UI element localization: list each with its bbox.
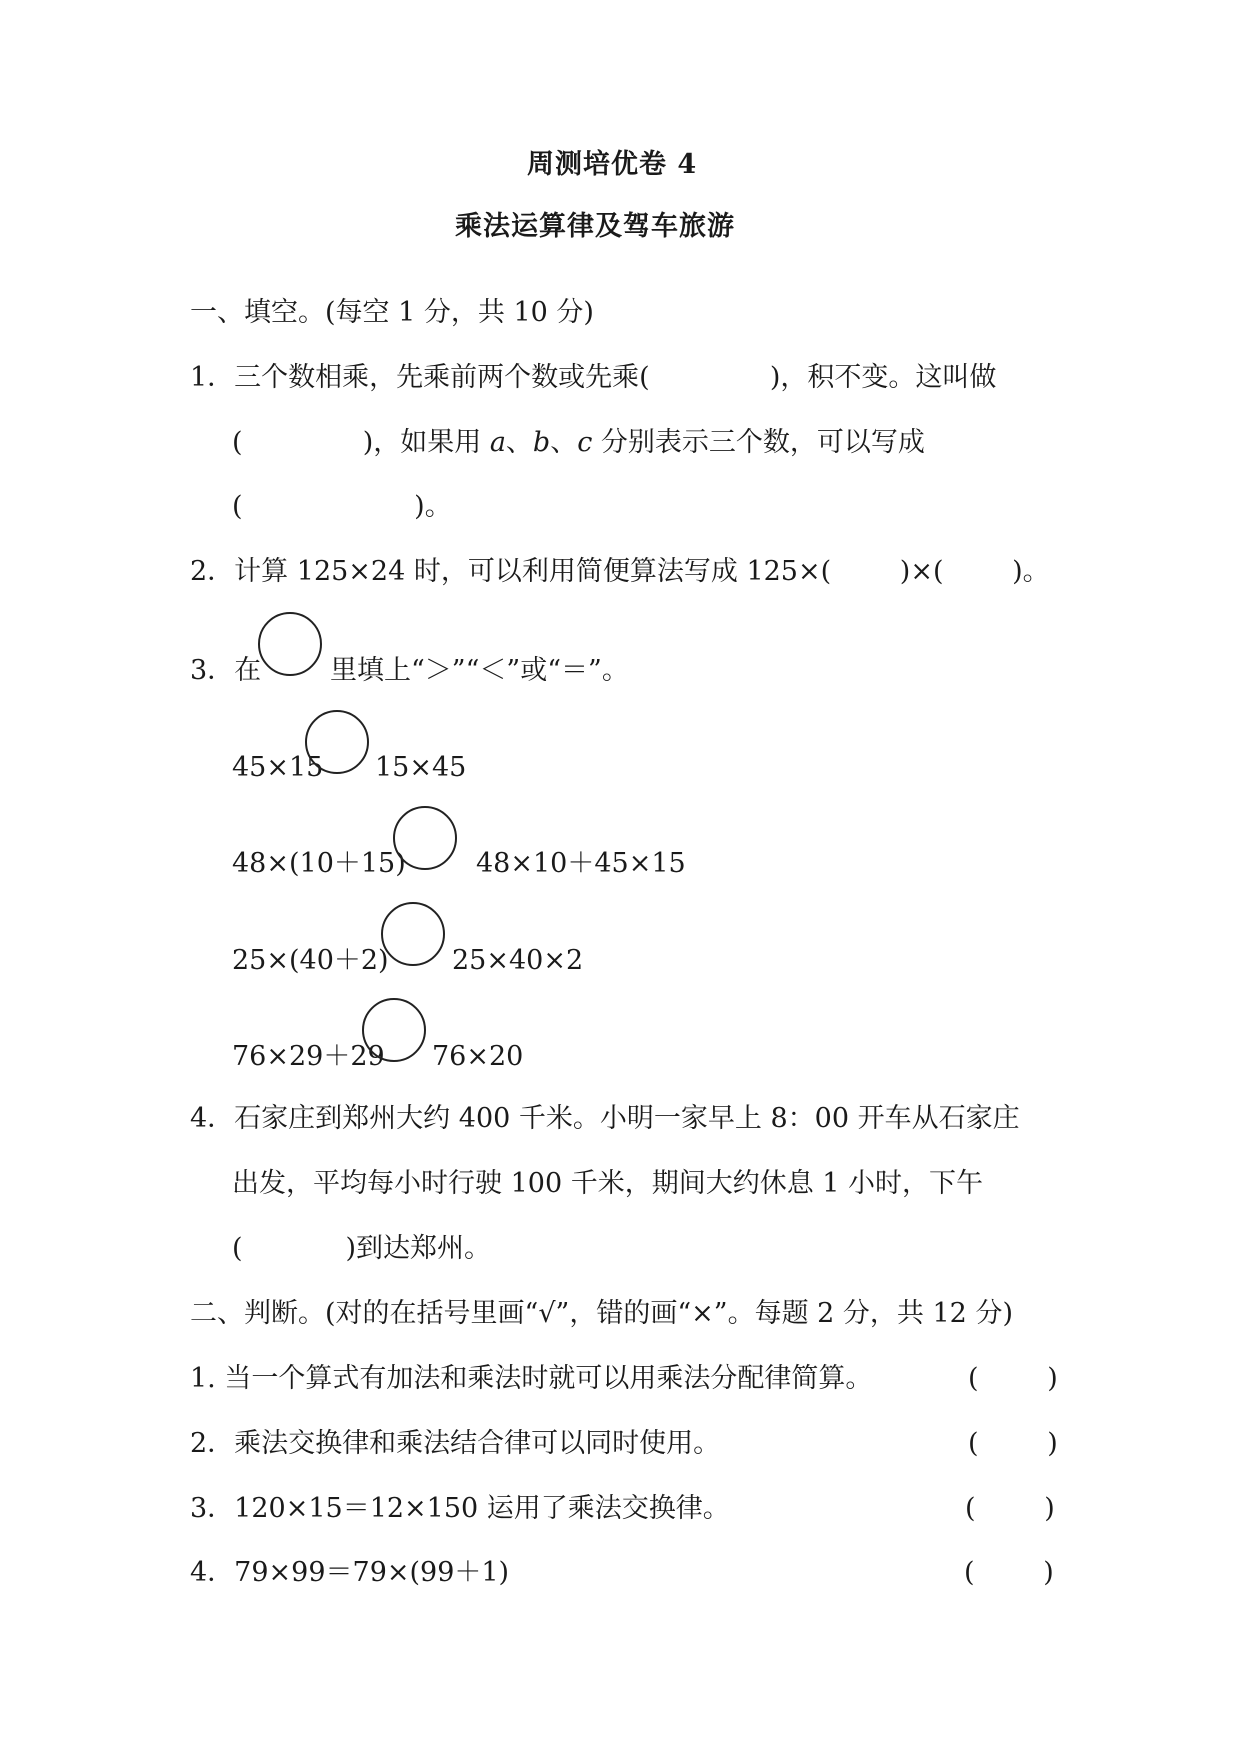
q3-row1-left: 45×15 [232, 752, 324, 783]
q1-sep1: 、 [505, 427, 533, 458]
page-title: 周测培优卷 4 [527, 149, 698, 180]
q3-row2-right: 48×10＋45×15 [476, 848, 686, 879]
q3-row3-right: 25×40×2 [452, 945, 584, 976]
q1-line2-b: 分别表示三个数，可以写成 [592, 427, 925, 458]
q3-row2-answer-circle[interactable] [393, 806, 457, 870]
judge-item-2-answer[interactable]: ( ) [968, 1428, 1058, 1459]
q3-row4-left: 76×29＋29 [232, 1041, 385, 1072]
judge-item-1-text: 1. 当一个算式有加法和乘法时就可以用乘法分配律简算。 [190, 1363, 873, 1394]
q1-line3: ( )。 [232, 491, 452, 522]
q2-line: 2．计算 125×24 时，可以利用简便算法写成 125×( )×( )。 [190, 556, 1050, 587]
q3-row1-answer-circle[interactable] [305, 710, 369, 774]
q3-row2-left: 48×(10＋15) [232, 848, 406, 879]
section1-heading: 一、填空。(每空 1 分，共 10 分) [190, 297, 594, 328]
judge-item-1-answer[interactable]: ( ) [968, 1363, 1058, 1394]
q3-row3-answer-circle[interactable] [381, 902, 445, 966]
q3-instruction-circle [258, 612, 322, 676]
q1-sep2: 、 [550, 427, 578, 458]
judge-item-3-text: 3．120×15＝12×150 运用了乘法交换律。 [190, 1493, 730, 1524]
q1-var-b: b [532, 427, 551, 458]
section2-heading: 二、判断。(对的在括号里画“√”，错的画“×”。每题 2 分，共 12 分) [190, 1298, 1013, 1329]
judge-item-4-text: 4．79×99＝79×(99＋1) [190, 1557, 510, 1588]
q3-row4-answer-circle[interactable] [362, 998, 426, 1062]
q1-line2-a: ( )，如果用 [232, 427, 490, 458]
q1-line1: 1．三个数相乘，先乘前两个数或先乘( )，积不变。这叫做 [190, 362, 997, 393]
judge-item-2-text: 2．乘法交换律和乘法结合律可以同时使用。 [190, 1428, 721, 1459]
q1-line2 [232, 426, 925, 460]
q4-line1: 4．石家庄到郑州大约 400 千米。小明一家早上 8：00 开车从石家庄 [190, 1103, 1020, 1134]
q3-row4-right: 76×20 [432, 1041, 524, 1072]
q3-row1-right: 15×45 [375, 752, 467, 783]
judge-item-3-answer[interactable]: ( ) [965, 1493, 1055, 1524]
judge-item-4-answer[interactable]: ( ) [964, 1557, 1054, 1588]
page-subtitle: 乘法运算律及驾车旅游 [455, 211, 735, 242]
q1-var-a: a [489, 427, 506, 458]
q3-row3-left: 25×(40＋2) [232, 945, 389, 976]
q3-suffix: 里填上“＞”“＜”或“＝”。 [330, 655, 629, 686]
q4-line2: 出发，平均每小时行驶 100 千米，期间大约休息 1 小时，下午 [232, 1168, 984, 1199]
q1-var-c: c [577, 427, 593, 458]
q4-line3: ( )到达郑州。 [232, 1233, 492, 1264]
q3-prefix: 3．在 [190, 655, 262, 686]
